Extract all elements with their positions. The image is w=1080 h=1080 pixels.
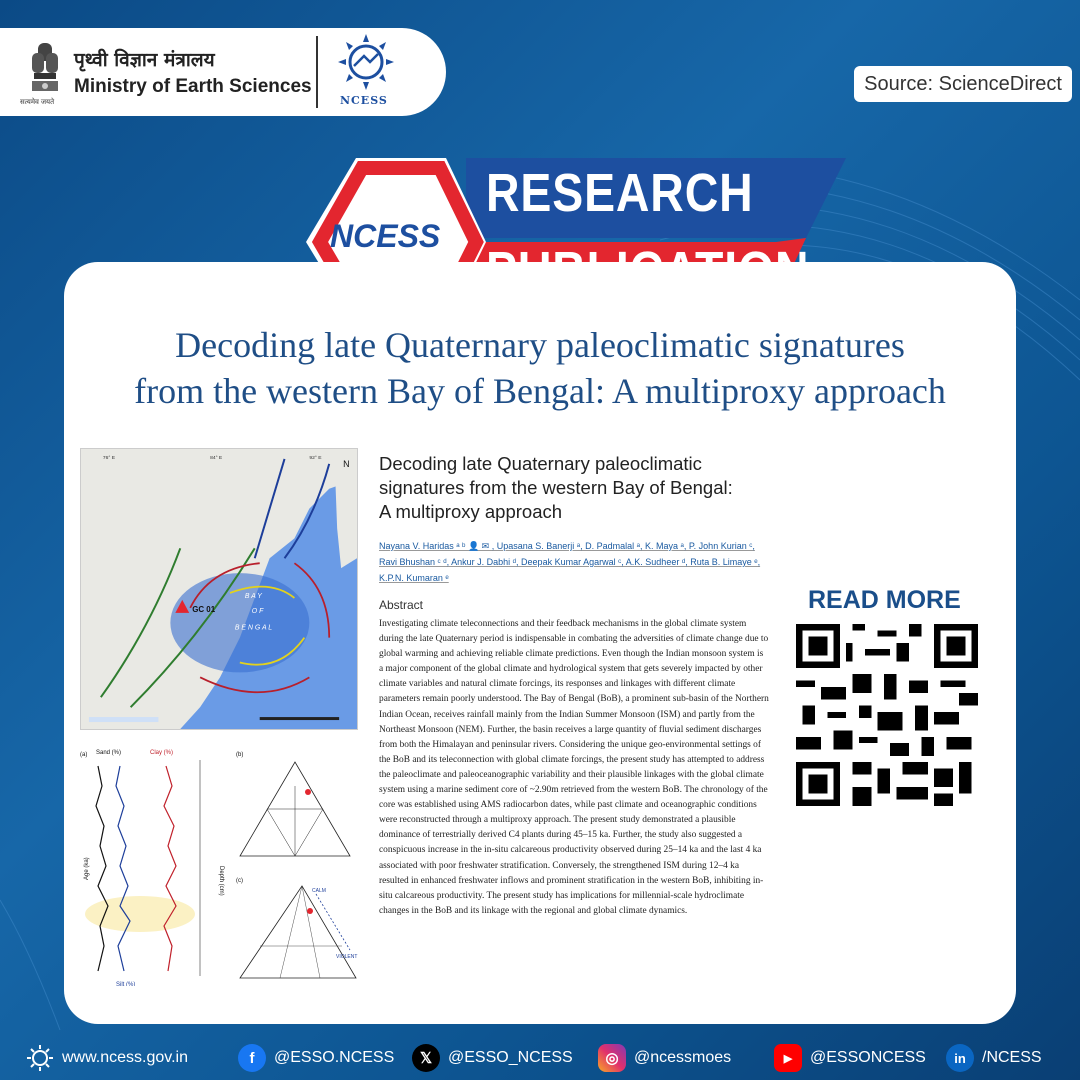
footer-website[interactable] bbox=[26, 1044, 188, 1072]
facebook-handle: @ESSO.NCESS bbox=[274, 1049, 395, 1066]
instagram-icon: ◎ bbox=[598, 1044, 626, 1072]
paper-title-line-2: signatures from the western Bay of Bengal: bbox=[379, 477, 733, 498]
website-text: www.ncess.gov.in bbox=[62, 1049, 188, 1066]
authors-line-2: Ravi Bhushan ᶜ ᵈ, Ankur J. Dabhi ᵈ, Deepak Kumar Agarwal ᶜ, A.K. Sudheer ᵈ, Ruta B. Limaye ᵉ, bbox=[379, 557, 761, 567]
sediment-proxy-plots bbox=[80, 746, 362, 986]
age-axis-label: Age (ka) bbox=[84, 857, 90, 880]
header-bar bbox=[0, 28, 446, 116]
core-site-label: GC 01 bbox=[192, 604, 216, 614]
clay-axis-label: Clay (%) bbox=[150, 750, 174, 756]
emblem-motto: सत्यमेव जयते bbox=[20, 99, 55, 106]
authors-line-1: Nayana V. Haridas ᵃ ᵇ 👤 ✉ , Upasana S. Banerji ᵃ, D. Padmalal ᵃ, K. Maya ᵃ, P. John Kurian ᶜ, bbox=[379, 541, 755, 551]
read-more-label: READ MORE bbox=[808, 586, 961, 614]
main-title-line-1: Decoding late Quaternary paleoclimatic signatures bbox=[175, 325, 905, 365]
footer-x[interactable] bbox=[412, 1044, 573, 1072]
footer-facebook[interactable] bbox=[238, 1044, 394, 1072]
qr-code-icon[interactable] bbox=[796, 624, 978, 806]
footer-linkedin[interactable] bbox=[946, 1044, 1042, 1072]
map-bay-label-3: B E N G A L bbox=[234, 624, 273, 632]
ncess-sun-icon bbox=[26, 1044, 54, 1072]
ncess-logo-text: NCESS bbox=[340, 94, 388, 107]
ncess-sun-logo-icon bbox=[334, 32, 398, 92]
footer-instagram[interactable] bbox=[598, 1044, 731, 1072]
footer-bar bbox=[0, 1036, 1080, 1080]
national-emblem-icon bbox=[26, 38, 64, 106]
footer-youtube[interactable] bbox=[774, 1044, 926, 1072]
abstract-text: Investigating climate teleconnections and their feedback mechanisms in the global climate system during the late Quaternary period is indispensable in combating the adversities of climate change due to global warming and achieving reliable climate predictions. Even though the Indian monsoon system is a major component of the global climate and hydrological system that gets severely impacted by other climate variables and natural climate forcings, its responses and linkages with different climate parameters remain poorly understood. The Bay of Bengal (BoB), a prominent sub-basin of the Northern Indian Ocean, receives rainfall mainly from the Indian Summer Monsoon (ISM) and partly from the Northeast Monsoon (NEM). Further, the basin receives a large quantity of fluvial sediment discharges from both the Himalayan and peninsular rivers. Considering the unique geo-environmental settings of the BoB and its teleconnection with global climate forcings, the present study has attempted to address the paleoclimate and paleoceanographic variability and their plausible linkages with the global climate system using a marine sediment core of ~2.90m retrieved from the western BoB. The chronology of the core was established using AMS radiocarbon dates, while past climate and oceanographic conditions were reconstructed through a multiproxy approach. The present study demonstrated a plausible dominance of terrestrially derived C4 plants during 45–15 ka. Further, the study also suggested a conspicuous increase in the in-situ calcareous productivity observed during 25–14 ka and the last 4 ka associated with poor freshwater stratification. Conversely, the strengthened ISM during 12–4 ka resulted in enhanced freshwater inflows and prominent stratification in the western BoB, inhibiting in-situ calcareous productivity. The present study has implications for millennial-scale hydroclimate changes in the BoB and its linkage with the regional and global climate dynamics. bbox=[379, 619, 769, 916]
map-lon-1: 76° E bbox=[102, 455, 116, 461]
facebook-icon: f bbox=[238, 1044, 266, 1072]
instagram-handle: @ncessmoes bbox=[634, 1049, 732, 1066]
ministry-name-english: Ministry of Earth Sciences bbox=[74, 76, 312, 97]
banner-research-text: RESEARCH bbox=[486, 163, 754, 223]
abstract-heading: Abstract bbox=[379, 598, 424, 612]
violent-label: VIOLENT bbox=[336, 954, 358, 960]
sand-axis-label: Sand (%) bbox=[96, 750, 122, 756]
x-icon: 𝕏 bbox=[412, 1044, 440, 1072]
panel-a-label: (a) bbox=[80, 752, 88, 758]
map-lon-3: 92° E bbox=[309, 455, 322, 461]
linkedin-icon: in bbox=[946, 1044, 974, 1072]
map-north-label: N bbox=[343, 458, 350, 469]
panel-b-label: (b) bbox=[236, 752, 244, 758]
paper-title-line-3: A multiproxy approach bbox=[379, 501, 563, 522]
ministry-name-hindi: पृथ्वी विज्ञान मंत्रालय bbox=[74, 49, 215, 71]
calm-label: CALM bbox=[312, 888, 326, 894]
bay-of-bengal-map bbox=[80, 448, 358, 730]
silt-axis-label: Silt (%) bbox=[116, 982, 136, 986]
paper-title bbox=[379, 452, 779, 524]
map-lon-2: 84° E bbox=[210, 455, 223, 461]
linkedin-handle: /NCESS bbox=[982, 1049, 1042, 1066]
youtube-handle: @ESSONCESS bbox=[810, 1049, 926, 1066]
main-title bbox=[0, 322, 1080, 414]
paper-title-line-1: Decoding late Quaternary paleoclimatic bbox=[379, 453, 702, 474]
map-bay-label-1: B A Y bbox=[244, 592, 262, 600]
x-handle: @ESSO_NCESS bbox=[448, 1049, 573, 1066]
source-badge: Source: ScienceDirect bbox=[854, 66, 1072, 102]
author-list bbox=[379, 538, 769, 586]
main-title-line-2: from the western Bay of Bengal: A multiproxy approach bbox=[134, 371, 946, 411]
depth-axis-label: Depth (cm) bbox=[218, 866, 224, 896]
header-divider bbox=[316, 36, 318, 108]
authors-line-3: K.P.N. Kumaran ᵉ bbox=[379, 573, 449, 583]
banner-ncess-label: NCESS bbox=[330, 218, 441, 254]
youtube-icon: ▶ bbox=[774, 1044, 802, 1072]
map-bay-label-2: O F bbox=[251, 607, 264, 615]
panel-c-label: (c) bbox=[236, 878, 243, 884]
